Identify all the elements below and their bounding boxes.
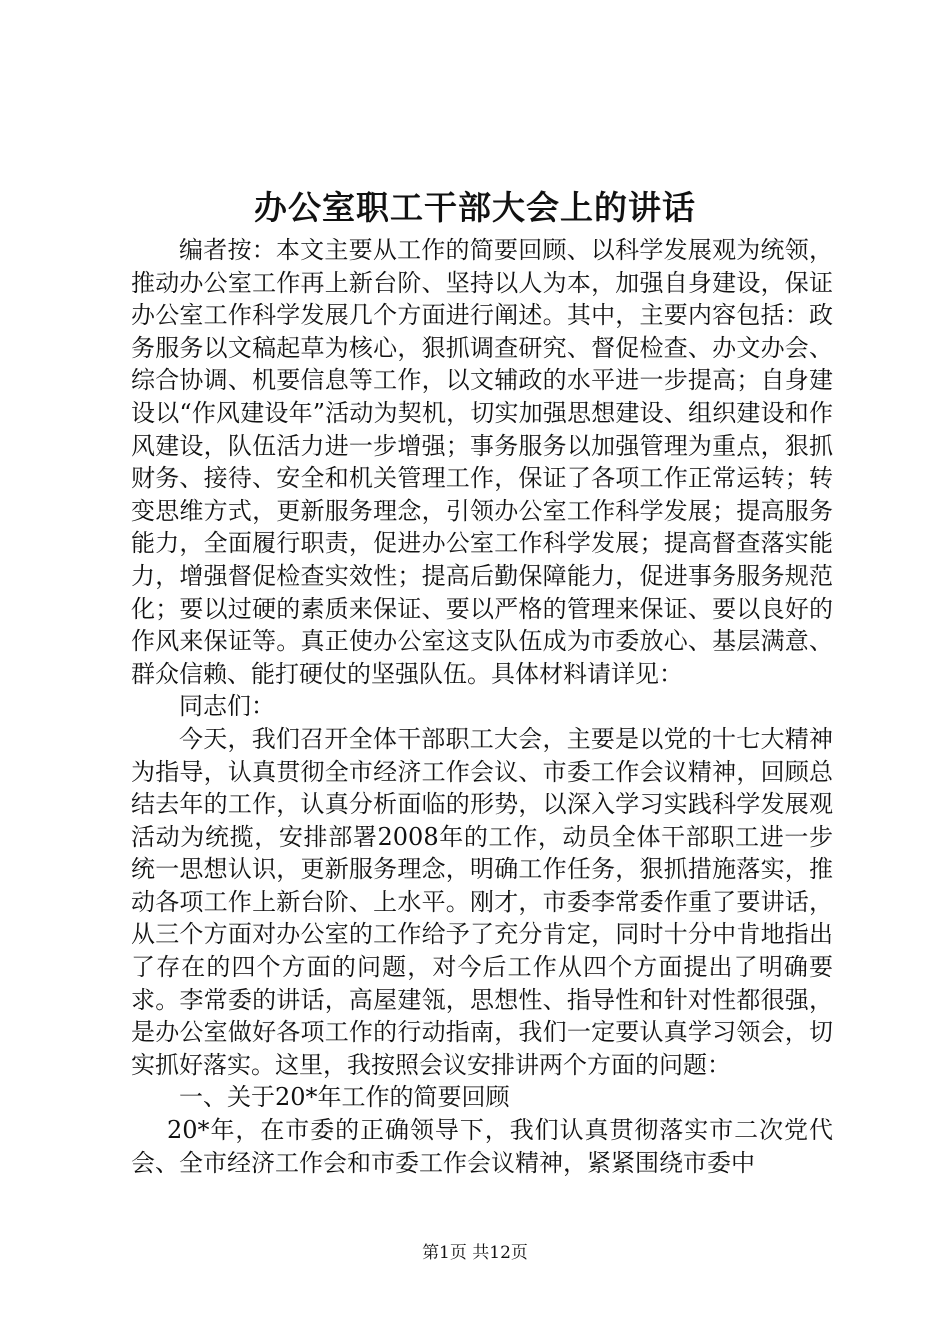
page-number: 第1页 共12页	[422, 1243, 528, 1263]
document-body	[131, 234, 833, 1179]
review-paragraph: 20*年，在市委的正确领导下，我们认真贯彻落实市二次党代会、全市经济工作会和市委工作会议精神，紧紧围绕市委中	[131, 1116, 833, 1177]
opening-paragraph: 今天，我们召开全体干部职工大会，主要是以党的十七大精神为指导，认真贯彻全市经济工作会议、市委工作会议精神，回顾总结去年的工作，认真分析面临的形势，以深入学习实践科学发展观活动为统揽，安排部署2008年的工作，动员全体干部职工进一步统一思想认识，更新服务理念，明确工作任务，狠抓措施落实，推动各项工作上新台阶、上水平。刚才，市委李常委作重了要讲话，从三个方面对办公室的工作给予了充分肯定，同时十分中肯地指出了存在的四个方面的问题，对今后工作从四个方面提出了明确要求。李常委的讲话，高屋建瓴，思想性、指导性和针对性都很强，是办公室做好各项工作的行动指南，我们一定要认真学习领会，切实抓好落实。这里，我按照会议安排讲两个方面的问题：	[131, 724, 833, 1079]
section-heading: 一、关于20*年工作的简要回顾	[179, 1083, 510, 1112]
editor-note-paragraph: 编者按：本文主要从工作的简要回顾、以科学发展观为统领，推动办公室工作再上新台阶、坚持以人为本，加强自身建设，保证办公室工作科学发展几个方面进行阐述。其中，主要内容包括：政务服务以文稿起草为核心，狠抓调查研究、督促检查、办文办会、综合协调、机要信息等工作，以文辅政的水平进一步提高；自身建设以“作风建设年”活动为契机，切实加强思想建设、组织建设和作风建设，队伍活力进一步增强；事务服务以加强管理为重点，狠抓财务、接待、安全和机关管理工作，保证了各项工作正常运转；转变思维方式，更新服务理念，引领办公室工作科学发展；提高服务能力，全面履行职责，促进办公室工作科学发展；提高督查落实能力，增强督促检查实效性；提高后勤保障能力，促进事务服务规范化；要以过硬的素质来保证、要以严格的管理来保证、要以良好的作风来保证等。真正使办公室这支队伍成为市委放心、基层满意、群众信赖、能打硬仗的坚强队伍。具体材料请详见：	[131, 236, 833, 688]
salutation-paragraph: 同志们：	[179, 692, 275, 721]
document-title: 办公室职工干部大会上的讲话	[254, 188, 696, 227]
